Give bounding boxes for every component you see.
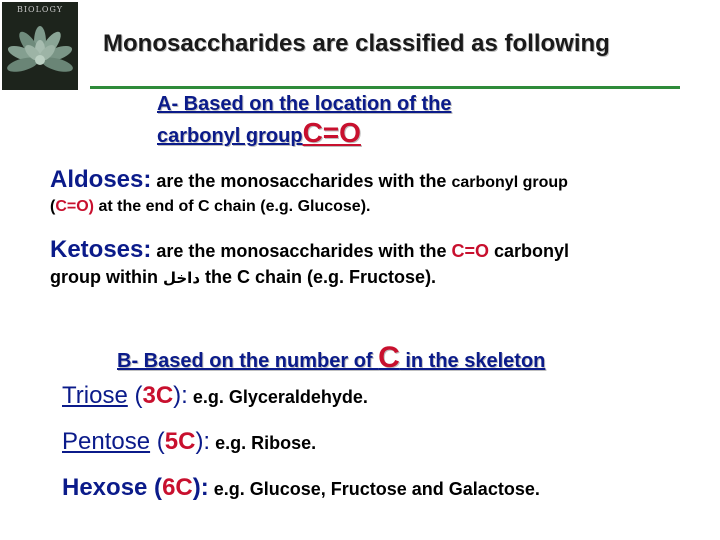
ketoses-def-tail: carbonyl	[488, 241, 570, 261]
section-b-text-end: in the skeleton	[399, 350, 546, 372]
carbonyl-formula: C=O	[302, 117, 361, 148]
item-open: (	[150, 428, 165, 455]
aldoses-def-tail: carbonyl group	[451, 174, 568, 191]
aldoses-def-end: at the end of C chain (e.g. Glucose).	[94, 198, 371, 215]
ketoses-def-text: are the monosaccharides with the	[151, 241, 452, 261]
ketoses-term: Ketoses:	[50, 236, 152, 263]
succulent-plant-icon	[2, 2, 78, 90]
aldoses-definition-line1	[50, 166, 568, 194]
slide-title: Monosaccharides are classified as following	[103, 30, 610, 57]
item-name: Pentose	[62, 428, 151, 455]
section-b-text-start: B- Based on the number of	[117, 350, 379, 372]
ketoses-def-end: the C chain (e.g. Fructose).	[200, 267, 437, 287]
item-carbon-count: 5C	[164, 428, 196, 455]
list-item-pentose	[62, 428, 316, 456]
item-close: ):	[173, 382, 188, 409]
book-cover-image	[2, 2, 78, 90]
section-b-heading	[117, 341, 545, 375]
item-open: (	[127, 382, 143, 409]
section-b-c: C	[378, 341, 400, 374]
section-a-heading-line2	[157, 117, 361, 149]
item-close: ):	[192, 474, 209, 501]
item-name: Hexose	[62, 474, 148, 501]
aldoses-term: Aldoses:	[50, 166, 152, 193]
item-carbon-count: 6C	[162, 474, 193, 501]
aldoses-open-paren: (	[50, 198, 56, 215]
ketoses-definition-line1	[50, 236, 569, 264]
title-divider	[90, 86, 680, 89]
cover-title: BIOLOGY	[17, 5, 63, 14]
arabic-word: داخل	[162, 269, 201, 287]
section-a-heading-line1: A- Based on the location of the	[157, 93, 452, 115]
ketoses-formula: C=O	[451, 241, 489, 261]
item-example: e.g. Glucose, Fructose and Galactose.	[208, 479, 540, 499]
ketoses-def-start: group within	[50, 267, 163, 287]
item-close: ):	[195, 428, 211, 455]
item-open: (	[147, 474, 163, 501]
item-carbon-count: 3C	[142, 382, 174, 409]
section-a-heading-text: carbonyl group	[157, 125, 303, 147]
item-example: e.g. Glyceraldehyde.	[187, 387, 368, 407]
aldoses-definition-line2	[50, 198, 370, 216]
item-name: Triose	[62, 382, 128, 409]
item-example: e.g. Ribose.	[210, 433, 317, 453]
list-item-hexose	[62, 474, 540, 502]
aldoses-formula: C=O)	[55, 198, 94, 215]
aldoses-def-text: are the monosaccharides with the	[151, 171, 452, 191]
ketoses-definition-line2	[50, 267, 436, 288]
list-item-triose	[62, 382, 368, 410]
